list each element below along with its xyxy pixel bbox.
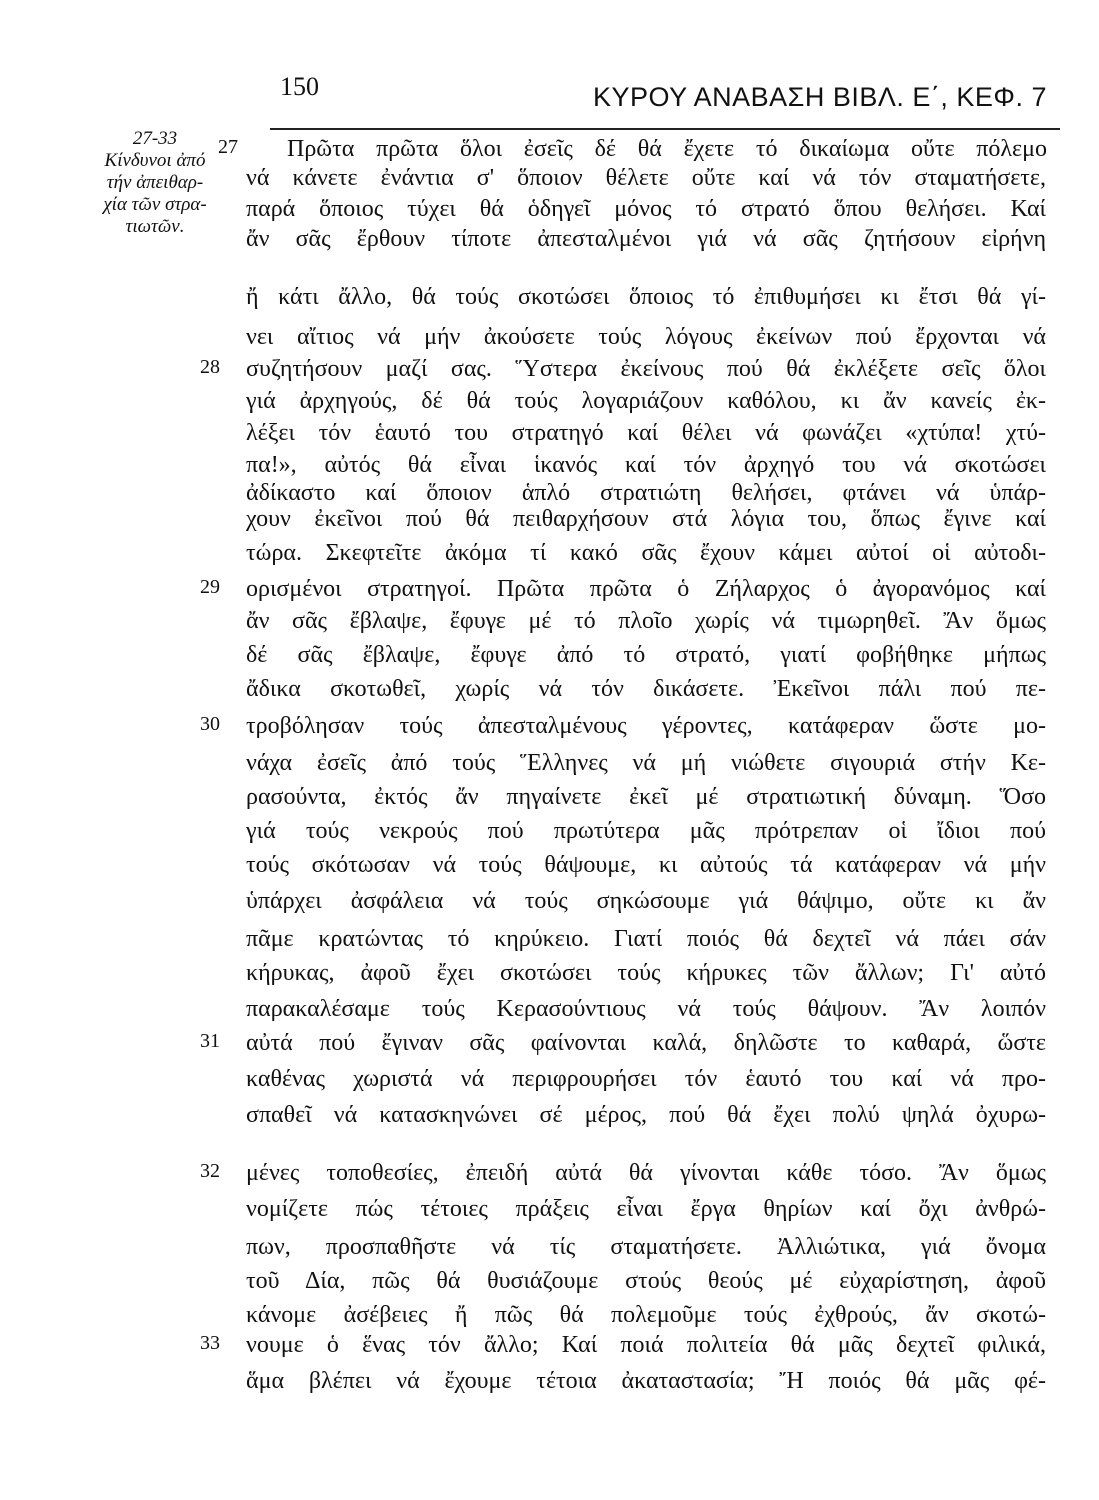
text-line: πα!», αὐτός θά εἶναι ἱκανός καί τόν ἀρχηγό του νά σκοτώσει <box>246 452 1046 478</box>
margin-note-line: τήν ἀπειθαρ- <box>106 172 204 193</box>
running-head: ΚΥΡΟΥ ΑΝΑΒΑΣΗ ΒΙΒΛ. Ε΄, ΚΕΦ. 7 <box>592 82 1047 112</box>
text-line: καθένας χωριστά νά περιφρουρήσει τόν ἑαυτό του καί νά προ- <box>246 1066 1046 1092</box>
text-line: τροβόλησαν τούς ἀπεσταλμένους γέροντες, κατάφεραν ὥστε μο- <box>246 713 1046 739</box>
text-line: τοῦ Δία, πῶς θά θυσιάζουμε στούς θεούς μέ εὐχαρίστηση, ἀφοῦ <box>246 1268 1046 1294</box>
text-line: νει αἴτιος νά μήν ἀκούσετε τούς λόγους ἐκείνων πού ἔρχονται νά <box>246 324 1046 350</box>
text-line: ορισμένοι στρατηγοί. Πρῶτα πρῶτα ὁ Ζήλαρχος ὁ ἀγορανόμος καί <box>246 576 1046 602</box>
margin-note-range: 27-33 <box>132 128 178 149</box>
text-line: κήρυκας, ἀφοῦ ἔχει σκοτώσει τούς κήρυκες τῶν ἄλλων; Γι' αὐτό <box>246 960 1046 986</box>
text-line: νομίζετε πώς τέτοιες πράξεις εἶναι ἔργα θηρίων καί ὄχι ἀνθρώ- <box>246 1196 1046 1222</box>
text-line: ρασούντα, ἐκτός ἄν πηγαίνετε ἐκεῖ μέ στρατιωτική δύναμη. Ὅσο <box>246 784 1046 810</box>
text-line: γιά τούς νεκρούς πού πρωτύτερα μᾶς πρότρεπαν οἱ ἴδιοι πού <box>246 818 1046 844</box>
text-line: παρακαλέσαμε τούς Κερασούντιους νά τούς θάψουν. Ἄν λοιπόν <box>246 996 1046 1022</box>
page-number: 150 <box>280 72 319 101</box>
margin-note <box>95 128 215 238</box>
text-line: ἤ κάτι ἄλλο, θά τούς σκοτώσει ὅποιος τό ἐπιθυμήσει κι ἔτσι θά γί- <box>246 284 1046 310</box>
text-line: σπαθεῖ νά κατασκηνώνει σέ μέρος, πού θά ἔχει πολύ ψηλά ὀχυρω- <box>246 1102 1046 1128</box>
text-line: νά κάνετε ἐνάντια σ' ὅποιον θέλετε οὔτε καί νά τόν σταματήσετε, <box>246 165 1046 191</box>
text-line: χουν ἐκεῖνοι πού θά πειθαρχήσουν στά λόγια του, ὅπως ἔγινε καί <box>246 506 1046 532</box>
text-line: αὐτά πού ἔγιναν σᾶς φαίνονται καλά, δηλῶστε το καθαρά, ὥστε <box>246 1030 1046 1056</box>
text-line: νουμε ὁ ἕνας τόν ἄλλο; Καί ποιά πολιτεία θά μᾶς δεχτεῖ φιλικά, <box>246 1332 1046 1358</box>
text-line: Πρῶτα πρῶτα ὅλοι ἐσεῖς δέ θά ἔχετε τό δικαίωμα οὔτε πόλεμο <box>287 136 1047 162</box>
text-line: κάνομε ἀσέβειες ἤ πῶς θά πολεμοῦμε τούς ἐχθρούς, ἄν σκοτώ- <box>246 1302 1046 1328</box>
section-number: 32 <box>200 1160 220 1182</box>
text-line: ἀδίκαστο καί ὅποιον ἁπλό στρατιώτη θελήσει, φτάνει νά ὑπάρ- <box>246 480 1046 506</box>
text-line: λέξει τόν ἑαυτό του στρατηγό καί θέλει νά φωνάζει «χτύπα! χτύ- <box>246 420 1046 446</box>
margin-note-line: τιωτῶν. <box>125 216 185 237</box>
text-line: νάχα ἐσεῖς ἀπό τούς Ἕλληνες νά μή νιώθετε σιγουριά στήν Κε- <box>246 750 1046 776</box>
text-line: δέ σᾶς ἔβλαψε, ἔφυγε ἀπό τό στρατό, γιατί φοβήθηκε μήπως <box>246 642 1046 668</box>
section-number: 28 <box>200 356 220 378</box>
text-line: ὑπάρχει ἀσφάλεια νά τούς σηκώσουμε γιά θάψιμο, οὔτε κι ἄν <box>246 888 1046 914</box>
margin-note-line: Κίνδυνοι ἀπό <box>104 150 206 171</box>
text-line: τώρα. Σκεφτεῖτε ἀκόμα τί κακό σᾶς ἔχουν κάμει αὐτοί οἱ αὐτοδι- <box>246 540 1046 566</box>
text-line: ἄν σᾶς ἔρθουν τίποτε ἀπεσταλμένοι γιά νά σᾶς ζητήσουν εἰρήνη <box>246 226 1046 252</box>
section-number: 30 <box>200 713 220 735</box>
section-number: 27 <box>218 136 238 158</box>
section-number: 29 <box>200 576 220 598</box>
text-line: πᾶμε κρατώντας τό κηρύκειο. Γιατί ποιός θά δεχτεῖ νά πάει σάν <box>246 926 1046 952</box>
text-line: τούς σκότωσαν νά τούς θάψουμε, κι αὐτούς τά κατάφεραν νά μήν <box>246 852 1046 878</box>
section-number: 31 <box>200 1030 220 1052</box>
text-line: παρά ὅποιος τύχει θά ὁδηγεῖ μόνος τό στρατό ὅπου θελήσει. Καί <box>246 196 1046 222</box>
section-number: 33 <box>200 1332 220 1354</box>
header-rule <box>270 128 1060 130</box>
text-line: γιά ἀρχηγούς, δέ θά τούς λογαριάζουν καθόλου, κι ἄν κανείς ἐκ- <box>246 388 1046 414</box>
text-line: συζητήσουν μαζί σας. Ὕστερα ἐκείνους πού θά ἐκλέξετε σεῖς ὅλοι <box>246 356 1046 382</box>
text-line: ἄν σᾶς ἔβλαψε, ἔφυγε μέ τό πλοῖο χωρίς νά τιμωρηθεῖ. Ἄν ὅμως <box>246 608 1046 634</box>
margin-note-line: χία τῶν στρα- <box>103 194 207 215</box>
text-line: ἅμα βλέπει νά ἔχουμε τέτοια ἀκαταστασία; Ἤ ποιός θά μᾶς φέ- <box>246 1368 1046 1394</box>
text-line: πων, προσπαθῆστε νά τίς σταματήσετε. Ἀλλιώτικα, γιά ὄνομα <box>246 1234 1046 1260</box>
text-line: ἄδικα σκοτωθεῖ, χωρίς νά τόν δικάσετε. Ἐκεῖνοι πάλι πού πε- <box>246 676 1046 702</box>
text-line: μένες τοποθεσίες, ἐπειδή αὐτά θά γίνονται κάθε τόσο. Ἄν ὅμως <box>246 1160 1046 1186</box>
